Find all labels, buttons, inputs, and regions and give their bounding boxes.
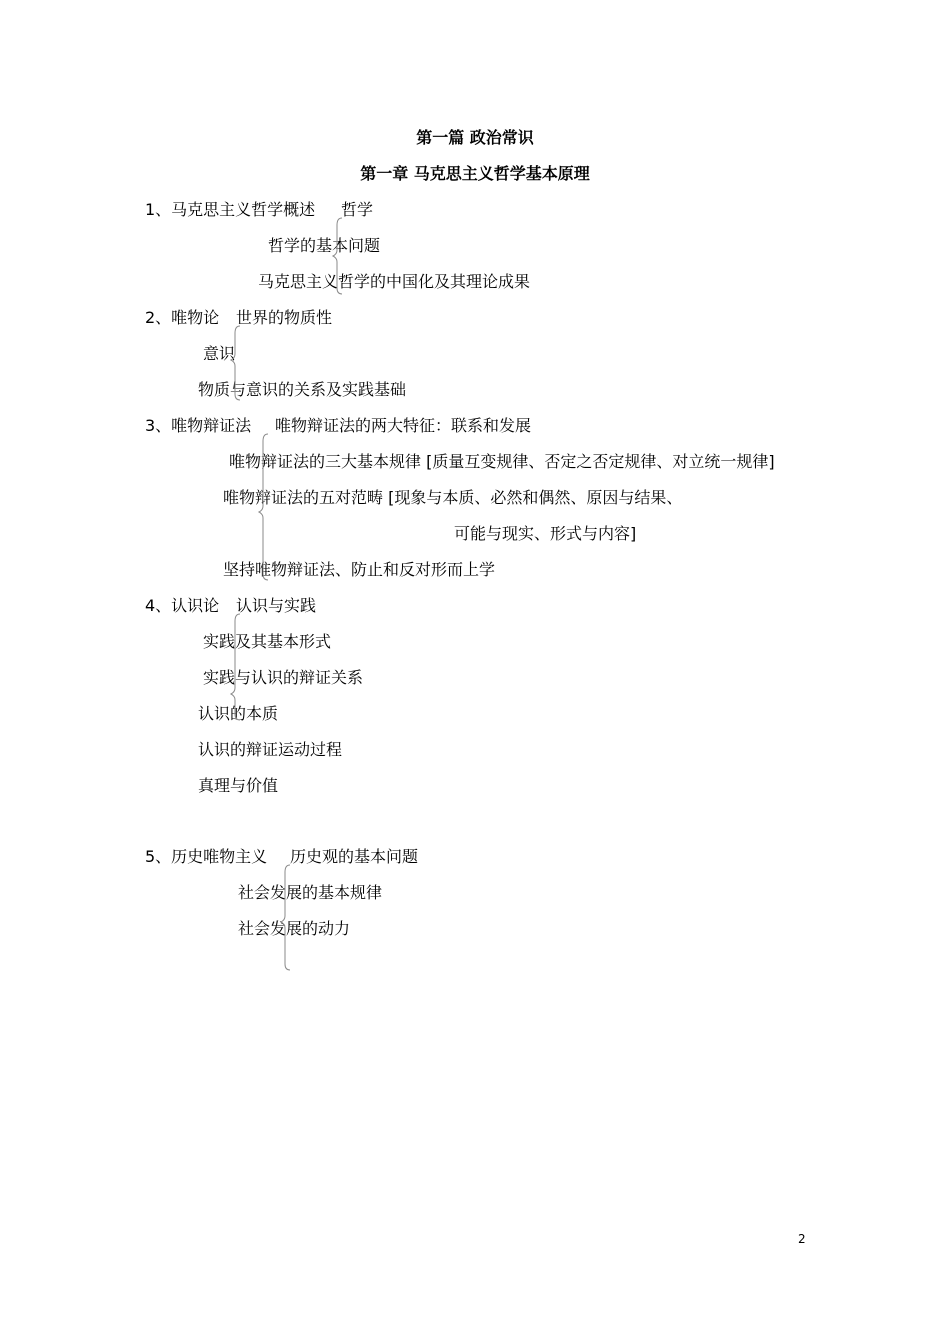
section-heading: 1、马克思主义哲学概述 (145, 200, 316, 219)
outline-item: 物质与意识的关系及实践基础 (198, 380, 407, 399)
outline-item: 意识 (203, 344, 236, 363)
outline-item: 社会发展的基本规律 (238, 883, 383, 902)
outline-item: 真理与价值 (198, 776, 279, 795)
outline-item: 历史观的基本问题 (290, 847, 419, 866)
section-heading: 5、历史唯物主义 (145, 847, 268, 866)
section-heading: 3、唯物辩证法 (145, 416, 252, 435)
outline-item: 认识与实践 (236, 596, 317, 615)
outline-item: 认识的本质 (198, 704, 279, 723)
section-heading: 2、唯物论 (145, 308, 220, 327)
outline-item: 唯物辩证法的五对范畴 [现象与本质、必然和偶然、原因与结果、 (223, 488, 683, 507)
page-number: 2 (798, 1232, 806, 1246)
chapter-title: 第一章 马克思主义哲学基本原理 (360, 164, 590, 183)
outline-item: 实践及其基本形式 (203, 632, 332, 651)
outline-item: 认识的辩证运动过程 (198, 740, 343, 759)
outline-item: 实践与认识的辩证关系 (203, 668, 364, 687)
part-title: 第一篇 政治常识 (416, 128, 534, 147)
outline-item: 唯物辩证法的三大基本规律 [质量互变规律、否定之否定规律、对立统一规律] (229, 452, 775, 471)
outline-item: 马克思主义哲学的中国化及其理论成果 (258, 272, 531, 291)
outline-item: 哲学 (341, 200, 374, 219)
outline-item: 可能与现实、形式与内容] (454, 524, 637, 543)
section-heading: 4、认识论 (145, 596, 220, 615)
outline-item: 社会发展的动力 (238, 919, 351, 938)
outline-item: 哲学的基本问题 (268, 236, 381, 255)
brace-section-5 (281, 865, 290, 970)
outline-item: 世界的物质性 (236, 308, 333, 327)
outline-item: 唯物辩证法的两大特征：联系和发展 (275, 416, 532, 435)
outline-item: 坚持唯物辩证法、防止和反对形而上学 (223, 560, 496, 579)
